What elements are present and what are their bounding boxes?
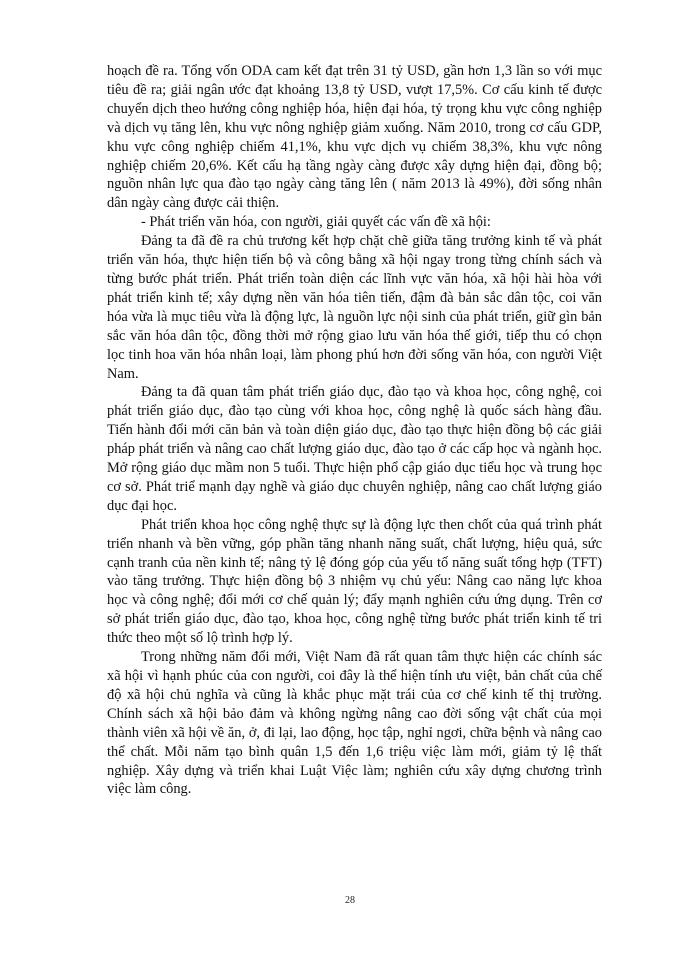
body-text bbox=[107, 62, 602, 799]
paragraph-culture: Đảng ta đã đề ra chủ trương kết hợp chặt chẽ giữa tăng trưởng kinh tế và phát triển văn hóa, thực hiện tiến bộ và công bằng xã hội ngay trong từng chính sách và từng bước phát triển. Phát triển toàn diện các lĩnh vực văn hóa, xã hội hài hòa với phát triển kinh tế; xây dựng nền văn hóa tiên tiến, đậm đà bản sắc dân tộc, coi văn hóa vừa là mục tiêu vừa là động lực, là nguồn lực nội sinh của phát triển, giữ gìn bản sắc văn hóa dân tộc, đồng thời mở rộng giao lưu văn hóa thế giới, tiếp thu có chọn lọc tinh hoa văn hóa nhân loại, làm phong phú hơn đời sống văn hóa, con người Việt Nam. bbox=[107, 233, 602, 382]
section-heading: - Phát triển văn hóa, con người, giải quyết các vấn đề xã hội: bbox=[141, 214, 491, 231]
paragraph-continuation: hoạch đề ra. Tổng vốn ODA cam kết đạt trên 31 tỷ USD, gần hơn 1,3 lần so với mục tiêu đề ra; giải ngân ước đạt khoảng 13,8 tỷ USD, vượt 17,5%. Cơ cấu kinh tế được chuyển dịch theo hướng công nghiệp hóa, hiện đại hóa, tỷ trọng khu vực công nghiệp và dịch vụ tăng lên, khu vực nông nghiệp giảm xuống. Năm 2010, trong cơ cấu GDP, khu vực công nghiệp chiếm 41,1%, khu vực dịch vụ chiếm 38,3%, khu vực nông nghiệp chiếm 20,6%. Kết cấu hạ tầng ngày càng được xây dựng hiện đại, đồng bộ; nguồn nhân lực qua đào tạo ngày càng tăng lên ( năm 2013 là 49%), đời sống nhân dân ngày càng được cải thiện. bbox=[107, 63, 602, 212]
paragraph-education: Đảng ta đã quan tâm phát triển giáo dục, đào tạo và khoa học, công nghệ, coi phát triển giáo dục, đào tạo cùng với khoa học, công nghệ là quốc sách hàng đầu. Tiến hành đổi mới căn bản và toàn diện giáo dục, đào tạo thực hiện đồng bộ các giải pháp phát triển và nâng cao chất lượng giáo dục, đào tạo ở các cấp học và ngành học. Mở rộng giáo dục mầm non 5 tuổi. Thực hiện phổ cập giáo dục tiểu học và trung học cơ sở. Phát triể mạnh dạy nghề và giáo dục chuyên nghiệp, nâng cao chất lượng giáo dục đại học. bbox=[107, 384, 602, 514]
paragraph-science: Phát triển khoa học công nghệ thực sự là động lực then chốt của quá trình phát triển nhanh và bền vững, góp phần tăng nhanh năng suất, chất lượng, hiệu quả, sức cạnh tranh của nền kinh tế; nâng tỷ lệ đóng góp của yếu tố năng suất tổng hợp (TFT) vào tăng trưởng. Thực hiện đồng bộ 3 nhiệm vụ chủ yếu: Nâng cao năng lực khoa học và công nghệ; đổi mới cơ chế quản lý; đẩy mạnh nghiên cứu ứng dụng. Trên cơ sở phát triển giáo dục, đào tạo, khoa học, công nghệ từng bước phát triển kinh tế tri thức theo một số lộ trình hợp lý. bbox=[107, 516, 602, 647]
page-number: 28 bbox=[345, 895, 355, 906]
paragraph-social-policy: Trong những năm đổi mới, Việt Nam đã rất quan tâm thực hiện các chính sác xã hội vì hạnh phúc của con người, coi đây là thể hiện tính ưu việt, bản chất của chế độ xã hội chủ nghĩa và cũng là khắc phục mặt trái của cơ chế kinh tế thị trường. Chính sách xã hội bảo đảm và không ngừng nâng cao đời sống vật chất của mọi thành viên xã hội về ăn, ở, đi lại, lao động, học tập, nghỉ ngơi, chữa bệnh và nâng cao thể chất. Mỗi năm tạo bình quân 1,5 đến 1,6 triệu việc làm mới, giảm tỷ lệ thất nghiệp. Xây dựng và triển khai Luật Việc làm; nghiên cứu xây dựng chương trình việc làm công. bbox=[107, 649, 602, 798]
